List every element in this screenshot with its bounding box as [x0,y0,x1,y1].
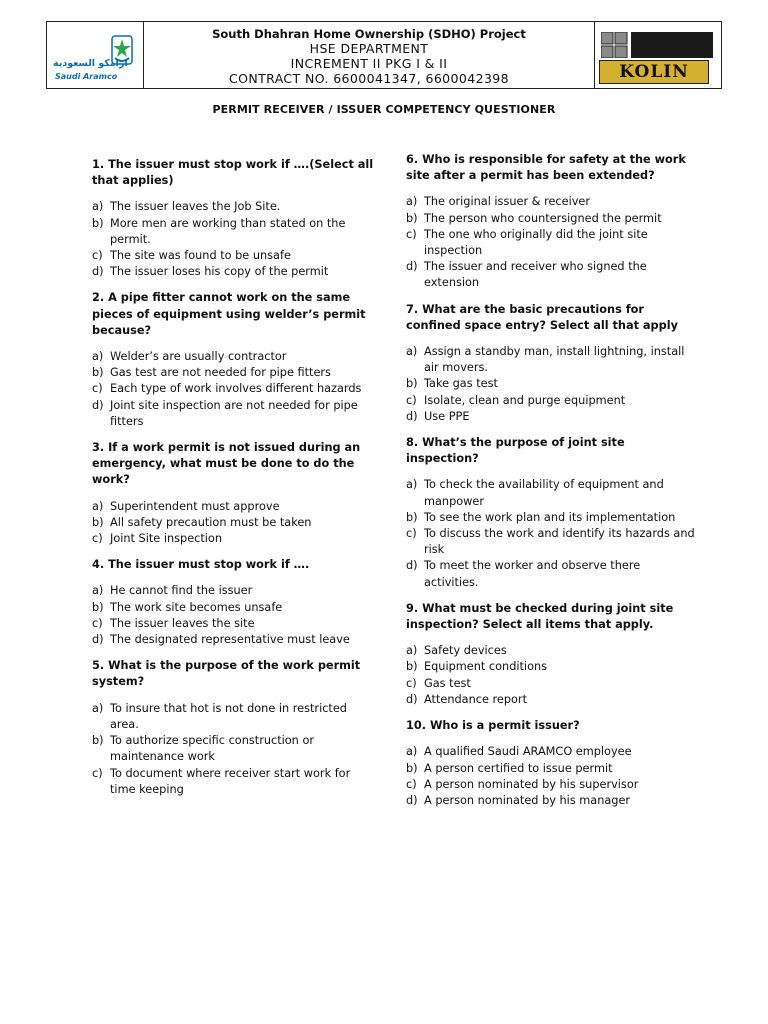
option-text: Welder’s are usually contractor [110,350,287,364]
question-text: 10. Who is a permit issuer? [406,719,580,733]
answer-option [406,376,696,392]
answer-option [92,583,377,599]
question-block [406,435,696,591]
option-letter: d) [406,793,418,807]
option-letter: c) [92,249,103,263]
header-text-block [143,22,595,88]
option-text: To discuss the work and identify its hazards and risk [424,527,695,557]
document-header [46,21,722,89]
option-letter: a) [406,345,418,359]
option-letter: b) [92,734,104,748]
option-letter: c) [406,676,417,690]
option-letter: d) [92,633,104,647]
option-letter: a) [92,499,104,513]
option-text: The issuer and receiver who signed the extension [424,260,647,290]
project-name: South Dhahran Home Ownership (SDHO) Project [212,27,526,41]
option-letter: d) [92,398,104,412]
option-letter: c) [92,766,103,780]
option-text: To insure that hot is not done in restricted area. [110,701,347,731]
question-block [92,290,377,430]
option-text: Equipment conditions [424,660,548,674]
option-letter: c) [92,382,103,396]
question-text: 1. The issuer must stop work if ….(Select all that applies) [92,158,374,188]
option-text: Gas test [424,676,471,690]
option-text: He cannot find the issuer [110,584,253,598]
option-letter: b) [92,366,104,380]
option-text: Gas test are not needed for pipe fitters [110,366,331,380]
answer-option [92,515,377,531]
option-text: To authorize specific construction or maintenance work [110,734,314,764]
option-text: The original issuer & receiver [424,195,591,209]
kolin-squares-icon [601,32,713,58]
option-letter: d) [92,265,104,279]
answer-option [406,526,696,558]
option-letter: b) [406,211,418,225]
question-text: 2. A pipe fitter cannot work on the same pieces of equipment using welder’s permit because? [92,291,366,337]
answer-option [406,477,696,509]
option-letter: a) [406,745,418,759]
answer-option [406,211,696,227]
option-text: To meet the worker and observe there activities. [424,559,641,589]
option-letter: b) [92,600,104,614]
document-title: PERMIT RECEIVER / ISSUER COMPETENCY QUESTIONER [212,103,556,116]
option-letter: b) [92,515,104,529]
answer-option [406,409,696,425]
option-letter: c) [406,393,417,407]
answer-option [92,766,377,798]
option-text: More men are working than stated on the permit. [110,216,346,246]
answer-option [406,227,696,259]
question-text: 5. What is the purpose of the work permit system? [92,659,361,689]
option-text: Assign a standby man, install lightning, install air movers. [424,345,685,375]
option-letter: d) [406,409,418,423]
option-text: The designated representative must leave [110,633,350,647]
answer-option [406,558,696,590]
option-text: Each type of work involves different hazards [110,382,362,396]
answer-option [406,510,696,526]
option-text: The person who countersigned the permit [424,211,662,225]
option-letter: b) [406,660,418,674]
answer-option [406,344,696,376]
option-text: A person nominated by his manager [424,793,631,807]
answer-option [406,777,696,793]
question-block [406,718,696,809]
option-letter: a) [406,478,418,492]
option-text: A person nominated by his supervisor [424,777,639,791]
option-letter: b) [406,761,418,775]
answer-option [92,600,377,616]
answer-option [92,199,377,215]
answer-option [406,393,696,409]
option-letter: c) [406,527,417,541]
option-letter: d) [406,260,418,274]
option-text: A qualified Saudi ARAMCO employee [424,745,632,759]
answer-option [92,349,377,365]
option-text: To see the work plan and its implementation [424,510,676,524]
answer-option [92,216,377,248]
question-block [92,557,377,648]
option-letter: c) [406,777,417,791]
question-block [406,601,696,708]
option-text: The work site becomes unsafe [110,600,283,614]
question-text: 3. If a work permit is not issued during an emergency, what must be done to do the work? [92,441,361,487]
contract-number: CONTRACT NO. 6600041347, 6600042398 [228,71,510,86]
option-letter: b) [406,510,418,524]
option-text: To check the availability of equipment and manpower [424,478,664,508]
question-text: 4. The issuer must stop work if …. [92,558,310,572]
option-letter: c) [92,616,103,630]
option-text: Take gas test [424,377,498,391]
answer-option [406,744,696,760]
department: HSE DEPARTMENT [309,41,429,56]
answer-option [406,692,696,708]
option-letter: a) [406,195,418,209]
option-letter: a) [92,701,104,715]
option-text: Isolate, clean and purge equipment [424,393,626,407]
option-letter: a) [92,200,104,214]
answer-option [92,398,377,430]
right-question-column [406,152,696,819]
option-text: Use PPE [424,409,470,423]
question-block [406,302,696,425]
answer-option [406,761,696,777]
answer-option [92,531,377,547]
answer-option [92,248,377,264]
answer-option [406,793,696,809]
option-text: Superintendent must approve [110,499,280,513]
question-text: 8. What’s the purpose of joint site inspection? [406,436,625,466]
option-text: Attendance report [424,692,528,706]
answer-option [92,264,377,280]
kolin-wordmark: KOLIN [599,60,709,84]
question-block [92,658,377,798]
kolin-logo [594,22,721,88]
answer-option [92,701,377,733]
increment: INCREMENT II PKG I & II [290,56,448,71]
question-block [92,440,377,547]
answer-option [92,365,377,381]
answer-option [92,733,377,765]
option-letter: a) [92,584,104,598]
answer-option [92,632,377,648]
option-letter: b) [92,216,104,230]
option-letter: c) [92,532,103,546]
option-text: To document where receiver start work for time keeping [110,766,351,796]
option-text: The issuer loses his copy of the permit [110,265,329,279]
option-text: A person certified to issue permit [424,761,613,775]
answer-option [406,259,696,291]
option-letter: a) [92,350,104,364]
answer-option [406,676,696,692]
saudi-aramco-logo [47,22,144,88]
option-text: All safety precaution must be taken [110,515,312,529]
question-block [92,157,377,280]
aramco-latin-text: Saudi Aramco [55,72,118,81]
aramco-arabic-text: ارامكو السعودية [53,58,128,69]
left-question-column [92,157,377,808]
answer-option [92,499,377,515]
question-block [406,152,696,292]
answer-option [92,616,377,632]
option-letter: b) [406,377,418,391]
option-text: The issuer leaves the Job Site. [110,200,281,214]
answer-option [406,194,696,210]
question-text: 9. What must be checked during joint site inspection? Select all items that apply. [406,601,674,632]
option-letter: d) [406,692,418,706]
option-text: Joint Site inspection [110,532,222,546]
answer-option [92,381,377,397]
answer-option [406,659,696,675]
option-letter: c) [406,227,417,241]
answer-option [406,643,696,659]
question-text: 6. Who is responsible for safety at the work site after a permit has been extended? [406,153,686,183]
question-text: 7. What are the basic precautions for confined space entry? Select all that apply [406,302,678,332]
option-text: Joint site inspection are not needed for pipe fitters [110,398,358,428]
option-letter: d) [406,559,418,573]
option-text: The issuer leaves the site [110,616,255,630]
option-text: Safety devices [424,644,507,658]
option-letter: a) [406,644,418,658]
option-text: The site was found to be unsafe [110,249,291,263]
option-text: The one who originally did the joint site inspection [424,227,648,258]
